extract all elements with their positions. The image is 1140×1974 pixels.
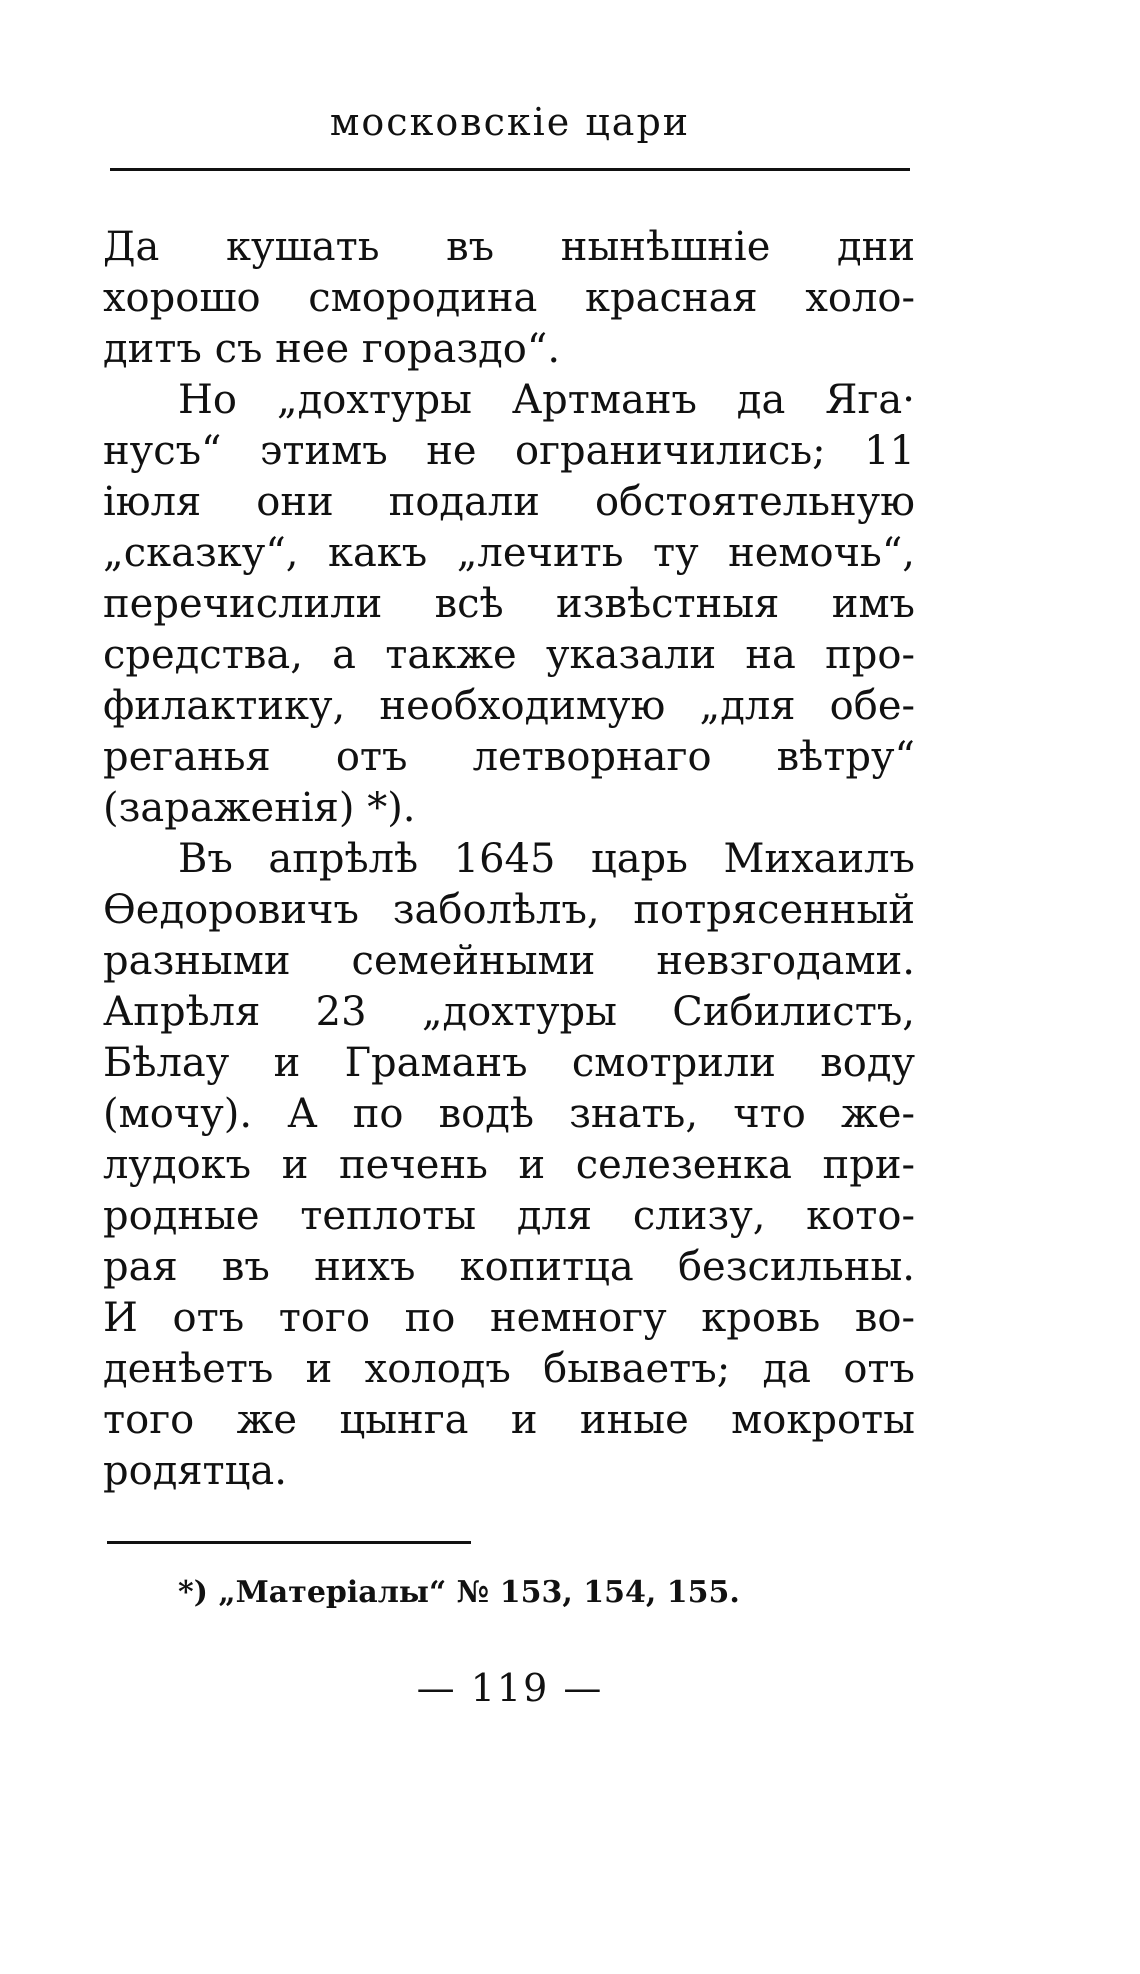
text-line: Апрѣля 23 „дохтуры Сибилистъ, — [103, 989, 915, 1035]
text-line: денѣетъ и холодъ бываетъ; да отъ — [103, 1346, 915, 1392]
paragraph-1 — [103, 222, 915, 375]
text-line: (зараженія) *). — [103, 785, 416, 831]
footnote-rule — [107, 1541, 471, 1544]
text-line: того же цынга и иные мокроты — [103, 1397, 915, 1443]
text-line: перечислили всѣ извѣстныя имъ — [103, 581, 915, 627]
text-line: Бѣлау и Граманъ смотрили воду — [103, 1040, 915, 1086]
text-line: хорошо смородина красная холо- — [103, 275, 915, 321]
text-line: Да кушать въ нынѣшніе дни — [103, 224, 915, 270]
running-head: московскіе цари — [329, 100, 691, 144]
text-line: Ѳедоровичъ заболѣлъ, потрясенный — [103, 887, 915, 933]
text-line: рая въ нихъ копитца безсильны. — [103, 1244, 915, 1290]
paragraph-2 — [103, 375, 915, 834]
text-line: Въ апрѣлѣ 1645 царь Михаилъ — [178, 836, 915, 882]
header-rule — [110, 168, 910, 171]
text-line: нусъ“ этимъ не ограничились; 11 — [103, 428, 915, 474]
page-number: — 119 — — [416, 1666, 604, 1710]
text-line: родятца. — [103, 1448, 287, 1494]
text-line: реганья отъ летворнаго вѣтру“ — [103, 734, 915, 780]
text-line: „сказку“, какъ „лечить ту немочь“, — [103, 530, 915, 576]
text-line: разными семейными невзгодами. — [103, 938, 915, 984]
text-line: (мочу). А по водѣ знать, что же- — [103, 1091, 915, 1137]
footnote: *) „Матеріалы“ № 153, 154, 155. — [178, 1575, 740, 1610]
text-line: дитъ съ нее гораздо“. — [103, 326, 561, 372]
text-line: Но „дохтуры Артманъ да Яга· — [178, 377, 915, 423]
text-line: филактику, необходимую „для обе- — [103, 683, 915, 729]
text-line: родные теплоты для слизу, кото- — [103, 1193, 915, 1239]
text-line: средства, а также указали на про- — [103, 632, 915, 678]
body-text — [103, 222, 915, 1497]
text-line: лудокъ и печень и селезенка при- — [103, 1142, 915, 1188]
text-line: И отъ того по немногу кровь во- — [103, 1295, 915, 1341]
paragraph-3 — [103, 834, 915, 1497]
text-line: іюля они подали обстоятельную — [103, 479, 915, 525]
